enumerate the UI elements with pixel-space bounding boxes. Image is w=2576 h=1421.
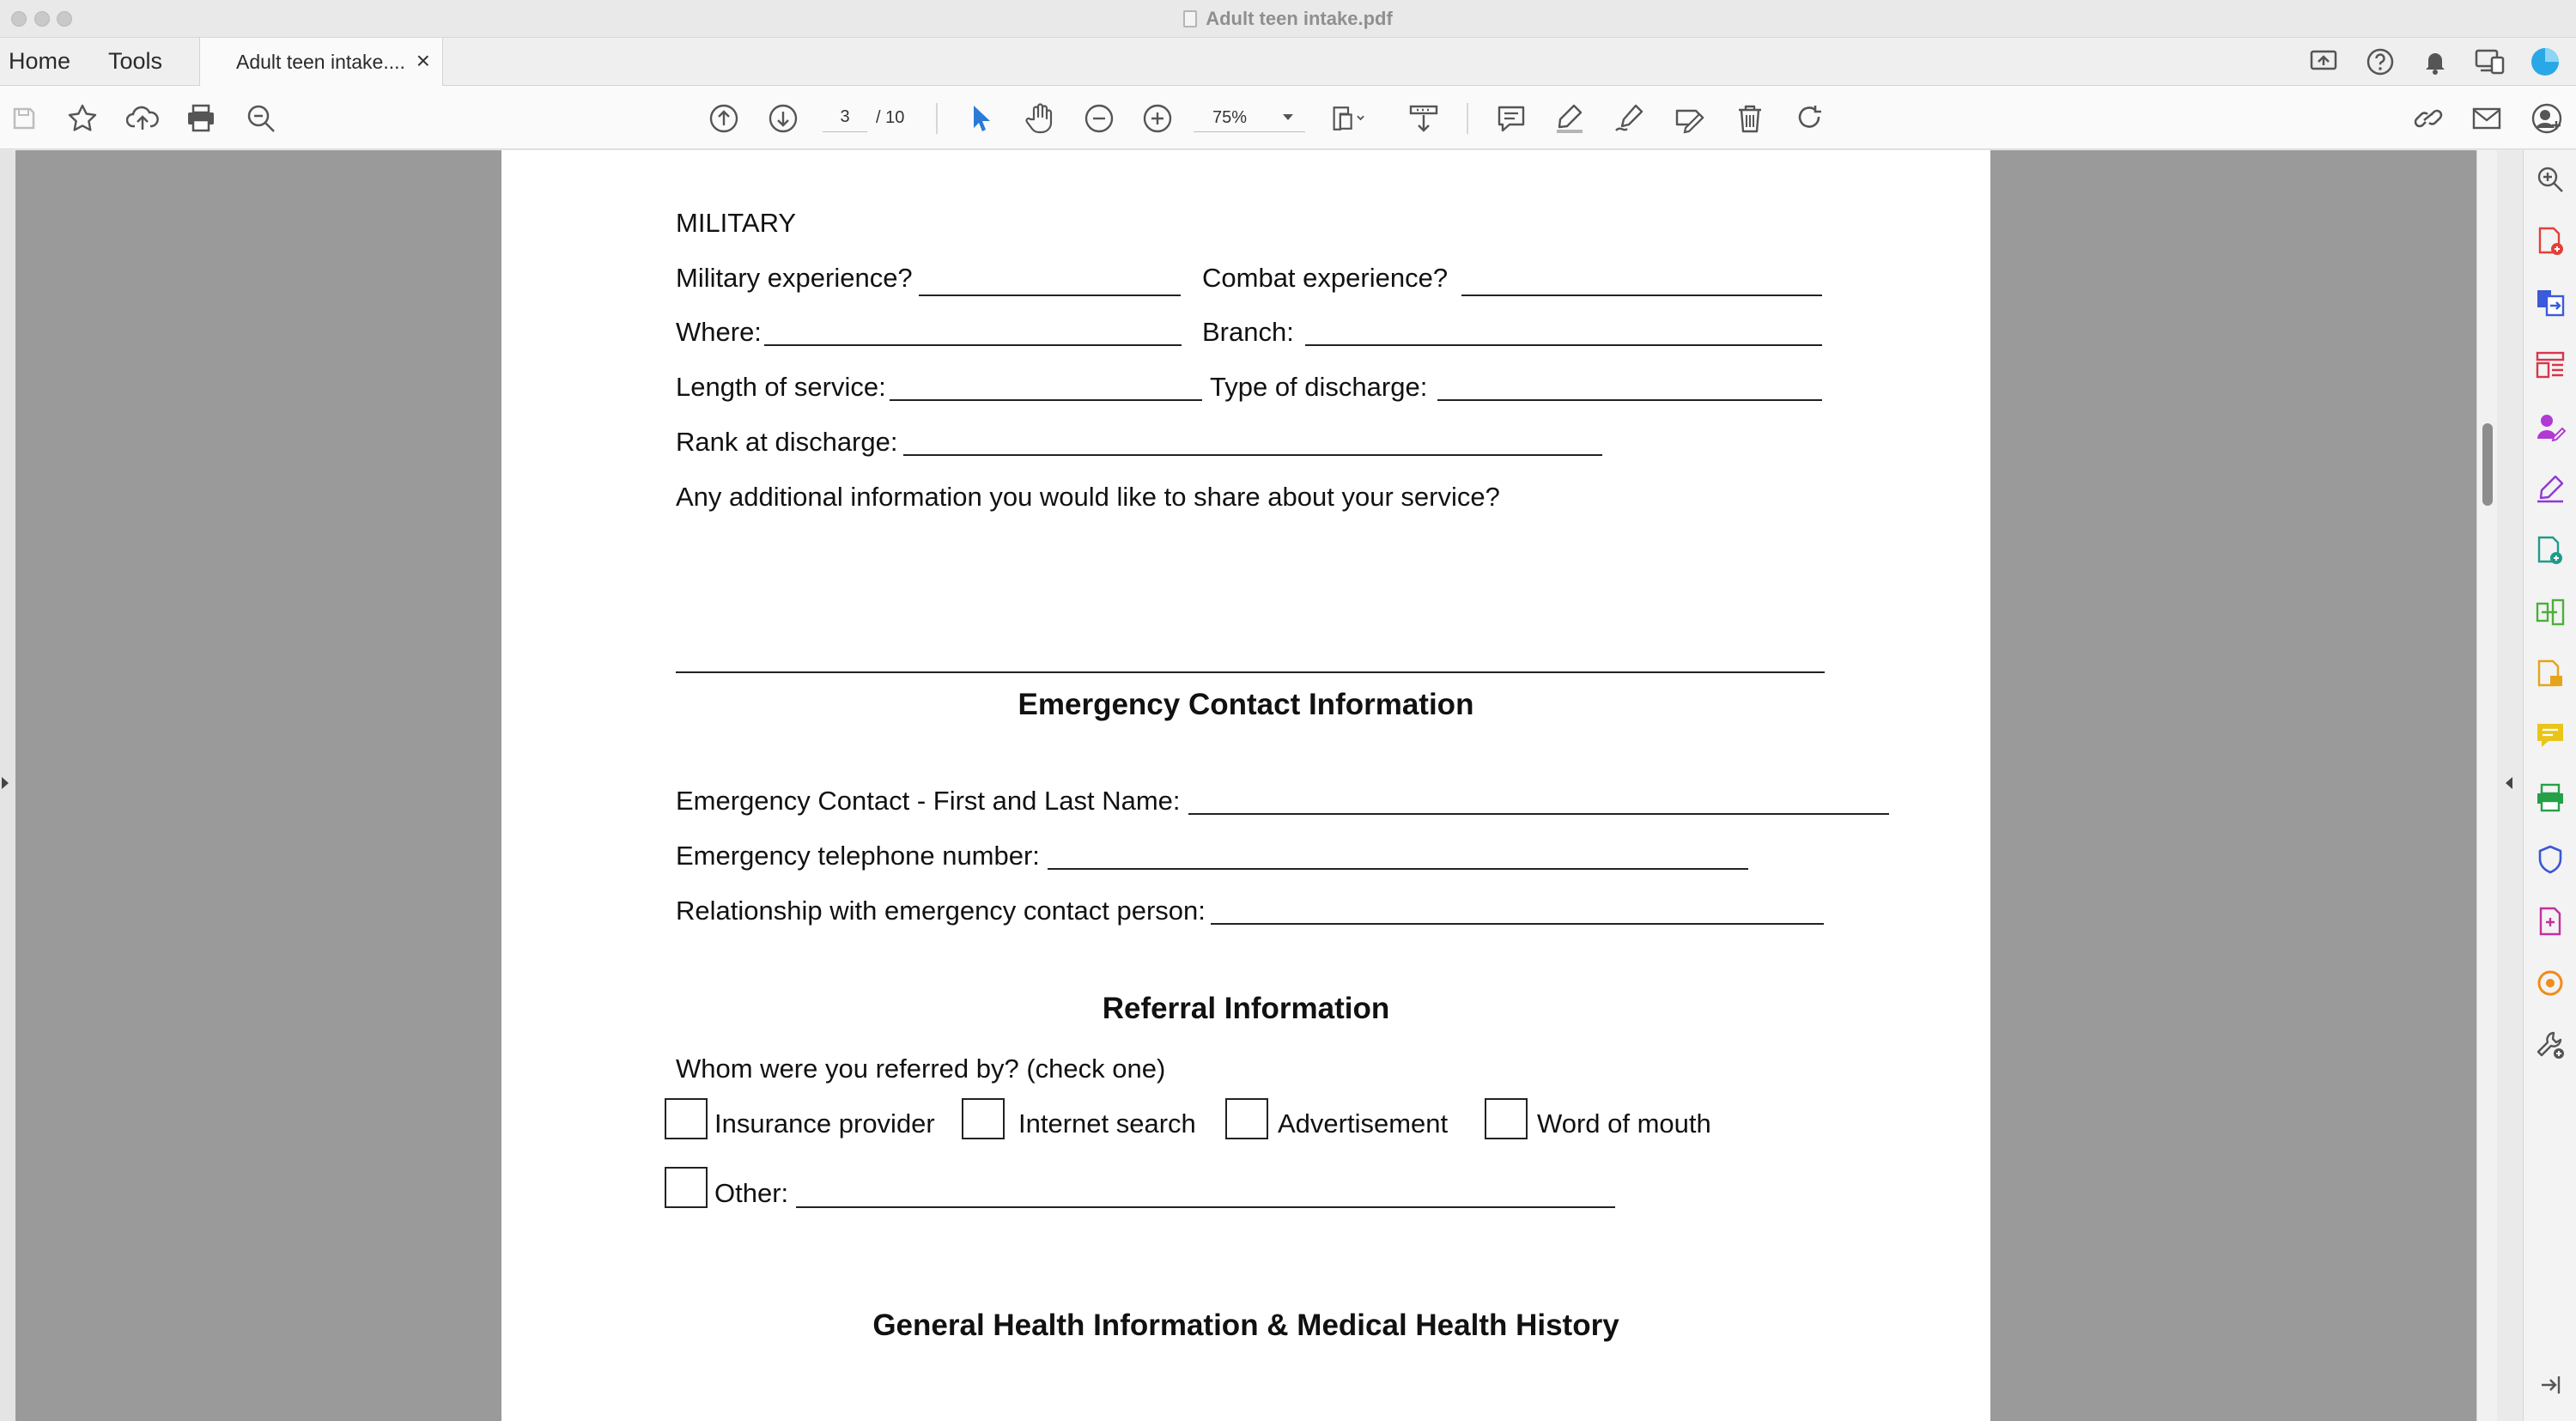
edit-pdf-icon[interactable]	[2535, 535, 2566, 566]
emergency-relationship-label: Relationship with emergency contact person:	[676, 896, 1206, 926]
expand-left-panel-icon	[2, 777, 9, 789]
tab-tools[interactable]: Tools	[108, 48, 163, 74]
bookmark-star-icon[interactable]	[65, 101, 100, 136]
emergency-relationship-field[interactable]	[1211, 923, 1824, 925]
previous-page-icon[interactable]	[707, 101, 741, 136]
export-pdf-icon[interactable]	[2535, 288, 2566, 319]
title-bar	[0, 0, 2576, 38]
right-panel-toggle[interactable]	[2497, 150, 2523, 1421]
page-total-label: / 10	[876, 108, 905, 127]
devices-icon[interactable]	[2475, 46, 2506, 77]
referral-question-label: Whom were you referred by? (check one)	[676, 1054, 1166, 1084]
toolbar	[0, 86, 2576, 149]
hand-tool-icon[interactable]	[1024, 101, 1058, 136]
where-field[interactable]	[764, 344, 1182, 346]
select-cursor-icon[interactable]	[963, 101, 998, 136]
compress-pdf-icon[interactable]	[2535, 659, 2566, 689]
word-of-mouth-checkbox[interactable]	[1485, 1098, 1528, 1139]
length-of-service-field[interactable]	[890, 399, 1202, 401]
advertisement-checkbox[interactable]	[1225, 1098, 1268, 1139]
insurance-provider-checkbox[interactable]	[665, 1098, 708, 1139]
other-referral-label: Other:	[714, 1178, 789, 1208]
other-referral-checkbox[interactable]	[665, 1167, 708, 1208]
other-referral-field[interactable]	[796, 1206, 1615, 1208]
zoom-out-icon[interactable]	[1082, 101, 1116, 136]
tools-pane	[2523, 150, 2576, 1421]
rank-at-discharge-label: Rank at discharge:	[676, 427, 898, 457]
prepare-form-icon[interactable]	[2535, 906, 2566, 937]
window-title: Adult teen intake.pdf	[0, 8, 2576, 30]
vertical-scrollbar[interactable]	[2476, 150, 2497, 1421]
rotate-redo-icon[interactable]	[1793, 101, 1827, 136]
zoom-in-icon[interactable]	[1140, 101, 1175, 136]
notifications-bell-icon[interactable]	[2420, 46, 2451, 77]
save-icon[interactable]	[7, 101, 41, 136]
comment-tool-icon[interactable]	[2535, 720, 2566, 751]
type-of-discharge-label: Type of discharge:	[1210, 372, 1428, 402]
rank-at-discharge-field[interactable]	[903, 454, 1602, 456]
advertisement-label: Advertisement	[1278, 1108, 1449, 1139]
search-tool-icon[interactable]	[2535, 164, 2566, 195]
type-of-discharge-field[interactable]	[1437, 399, 1822, 401]
chevron-down-icon	[1283, 114, 1293, 120]
internet-search-label: Internet search	[1018, 1108, 1196, 1139]
combine-files-icon[interactable]	[2535, 597, 2566, 628]
pdf-page	[501, 150, 1990, 1421]
toolbar-divider	[936, 103, 938, 134]
upload-cloud-icon[interactable]	[125, 101, 160, 136]
where-label: Where:	[676, 317, 762, 347]
tab-document[interactable]	[199, 38, 443, 86]
insurance-provider-label: Insurance provider	[714, 1108, 935, 1139]
close-tab-icon[interactable]: ×	[416, 47, 430, 74]
next-page-icon[interactable]	[766, 101, 800, 136]
toolbar-divider	[1467, 103, 1468, 134]
word-of-mouth-label: Word of mouth	[1537, 1108, 1711, 1139]
scan-ocr-icon[interactable]	[2535, 782, 2566, 813]
pdf-document-icon	[1183, 10, 1197, 27]
tab-home[interactable]: Home	[9, 48, 71, 74]
additional-info-field[interactable]	[676, 671, 1825, 673]
combat-experience-label: Combat experience?	[1202, 263, 1449, 293]
combat-experience-field[interactable]	[1461, 295, 1822, 296]
collapse-tools-pane-icon[interactable]	[2535, 1369, 2566, 1400]
length-of-service-label: Length of service:	[676, 372, 886, 402]
user-share-icon[interactable]	[2530, 101, 2564, 136]
page-number-input[interactable]	[823, 103, 867, 132]
help-icon[interactable]	[2365, 46, 2396, 77]
share-screen-icon[interactable]	[2308, 46, 2339, 77]
left-panel-toggle[interactable]	[0, 150, 15, 1421]
customize-tools-icon[interactable]	[2535, 1029, 2566, 1060]
military-experience-field[interactable]	[919, 295, 1181, 296]
additional-info-label: Any additional information you would like to share about your service?	[676, 482, 1500, 512]
emergency-name-field[interactable]	[1188, 813, 1889, 815]
comment-icon[interactable]	[1494, 101, 1528, 136]
highlight-pen-icon[interactable]	[1552, 101, 1587, 136]
zoom-search-icon[interactable]	[244, 101, 278, 136]
zoom-level-value: 75%	[1212, 108, 1248, 127]
emergency-telephone-label: Emergency telephone number:	[676, 841, 1040, 871]
fill-sign-icon[interactable]	[2535, 411, 2566, 442]
tab-bar	[0, 38, 2576, 86]
internet-search-checkbox[interactable]	[962, 1098, 1005, 1139]
emergency-contact-heading: Emergency Contact Information	[1018, 688, 1474, 721]
emergency-name-label: Emergency Contact - First and Last Name:	[676, 786, 1181, 816]
organize-pages-icon[interactable]	[2535, 349, 2566, 380]
request-signature-icon[interactable]	[2535, 473, 2566, 504]
emergency-telephone-field[interactable]	[1048, 868, 1748, 870]
military-experience-label: Military experience?	[676, 263, 913, 293]
branch-field[interactable]	[1305, 344, 1822, 346]
protect-shield-icon[interactable]	[2535, 844, 2566, 875]
scrollbar-thumb[interactable]	[2482, 423, 2493, 506]
create-pdf-icon[interactable]	[2535, 226, 2566, 257]
collapse-right-panel-icon	[2506, 777, 2512, 789]
referral-heading: Referral Information	[1102, 992, 1390, 1025]
zoom-level-select[interactable]	[1194, 103, 1305, 132]
link-share-icon[interactable]	[2411, 101, 2445, 136]
delete-trash-icon[interactable]	[1733, 101, 1767, 136]
military-heading: MILITARY	[676, 208, 797, 238]
scroll-mode-icon[interactable]	[1406, 101, 1441, 136]
document-tab-label: Adult teen intake....	[236, 51, 405, 73]
page-display-icon[interactable]	[1331, 101, 1365, 136]
edit-text-icon[interactable]	[1673, 101, 1707, 136]
print-icon[interactable]	[184, 101, 218, 136]
account-avatar[interactable]	[2530, 46, 2561, 77]
general-health-heading: General Health Information & Medical Health History	[872, 1309, 1619, 1342]
more-tools-icon[interactable]	[2535, 968, 2566, 999]
email-envelope-icon[interactable]	[2470, 101, 2504, 136]
branch-label: Branch:	[1202, 317, 1294, 347]
draw-freehand-icon[interactable]	[1613, 101, 1647, 136]
